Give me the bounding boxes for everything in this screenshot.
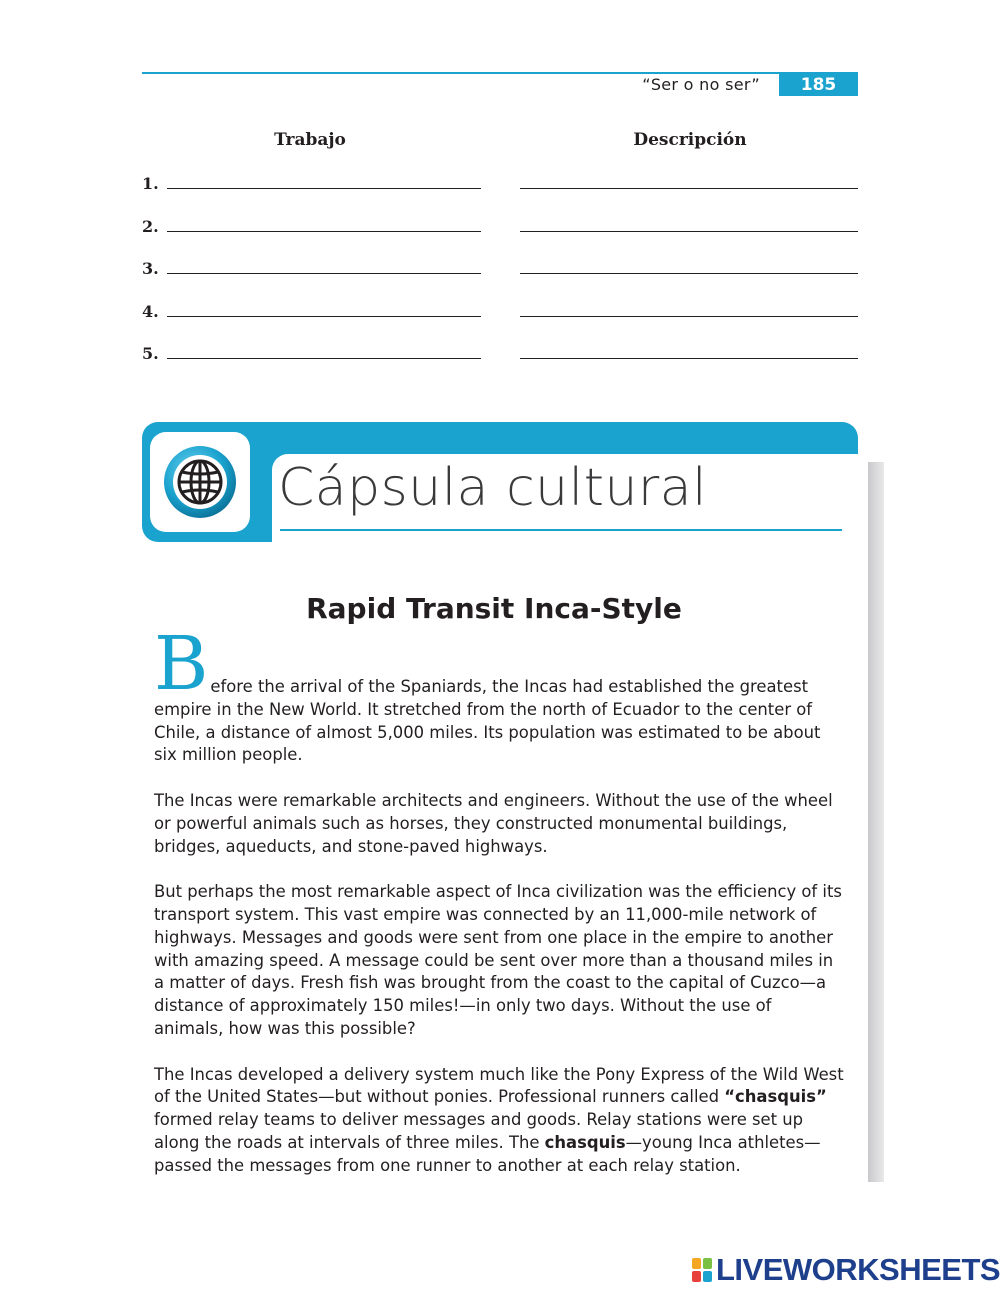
row-number: 5.: [142, 344, 159, 363]
capsule-title: Cápsula cultural: [278, 458, 708, 518]
paragraph: The Incas were remarkable architects and engineers. Without the use of the wheel or powerful animals such as horses, they constructed monumental buildings, bridges, aqueducts, and stone-paved highways.: [154, 790, 833, 856]
paragraph: But perhaps the most remarkable aspect of Inca civilization was the efficiency of its transport system. This vast empire was connected by an 11,000-mile network of highways. Messages and goods were sent from one place in the empire to another with amazing speed. A message could be sent over more than a thousand miles in a matter of days. Fresh fish was brought from the coast to the capital of Cuzco—a distance of approximately 150 miles!—in only two days. Without the use of animals, how was this possible?: [154, 882, 842, 1038]
drop-cap: B: [154, 621, 209, 707]
paragraph-text: efore the arrival of the Spaniards, the Incas had established the greatest empire in the New World. It stretched from the north of Ecuador to the center of Chile, a distance of almost 5,000 miles. Its population was estimated to be about six million people.: [154, 677, 821, 765]
term-chasquis: chasquis: [544, 1132, 626, 1152]
description-answer-line[interactable]: [520, 358, 858, 359]
column-heading-job: Trabajo: [274, 130, 346, 150]
paragraph-text: —young Inca athletes—passed the messages from one runner to another at each relay station.: [154, 1132, 821, 1175]
panel-shadow: [868, 462, 884, 1182]
header-rule: [142, 72, 858, 74]
liveworksheets-logo: [692, 1252, 1000, 1287]
job-answer-line[interactable]: [167, 316, 481, 317]
job-answer-line[interactable]: [167, 358, 481, 359]
liveworksheets-mark-icon: [692, 1258, 712, 1282]
brand-name: LIVEWORKSHEETS: [716, 1252, 1000, 1287]
row-number: 2.: [142, 217, 159, 236]
capsule-title-rule: [280, 529, 842, 531]
row-number: 3.: [142, 259, 159, 278]
running-title: “Ser o no ser”: [642, 75, 760, 94]
job-answer-line[interactable]: [167, 273, 481, 274]
description-answer-line[interactable]: [520, 231, 858, 232]
job-answer-line[interactable]: [167, 231, 481, 232]
globe-icon: [163, 445, 237, 519]
column-heading-description: Descripción: [633, 130, 747, 150]
page-number: 185: [779, 74, 858, 96]
term-chasquis: “chasquis”: [724, 1087, 827, 1107]
row-number: 1.: [142, 174, 159, 193]
row-number: 4.: [142, 302, 159, 321]
paragraph-text: The Incas developed a delivery system much like the Pony Express of the Wild West of the United States—but without ponies. Professional runners called: [154, 1064, 844, 1107]
paragraph: [154, 1064, 844, 1178]
article-title: Rapid Transit Inca-Style: [306, 592, 682, 625]
description-answer-line[interactable]: [520, 273, 858, 274]
description-answer-line[interactable]: [520, 188, 858, 189]
description-answer-line[interactable]: [520, 316, 858, 317]
job-answer-line[interactable]: [167, 188, 481, 189]
article-body: [154, 621, 844, 1200]
paragraph-text: formed relay teams to deliver messages and goods. Relay stations were set up along the roads at intervals of three miles. The: [154, 1110, 804, 1152]
paragraph: [154, 621, 844, 767]
